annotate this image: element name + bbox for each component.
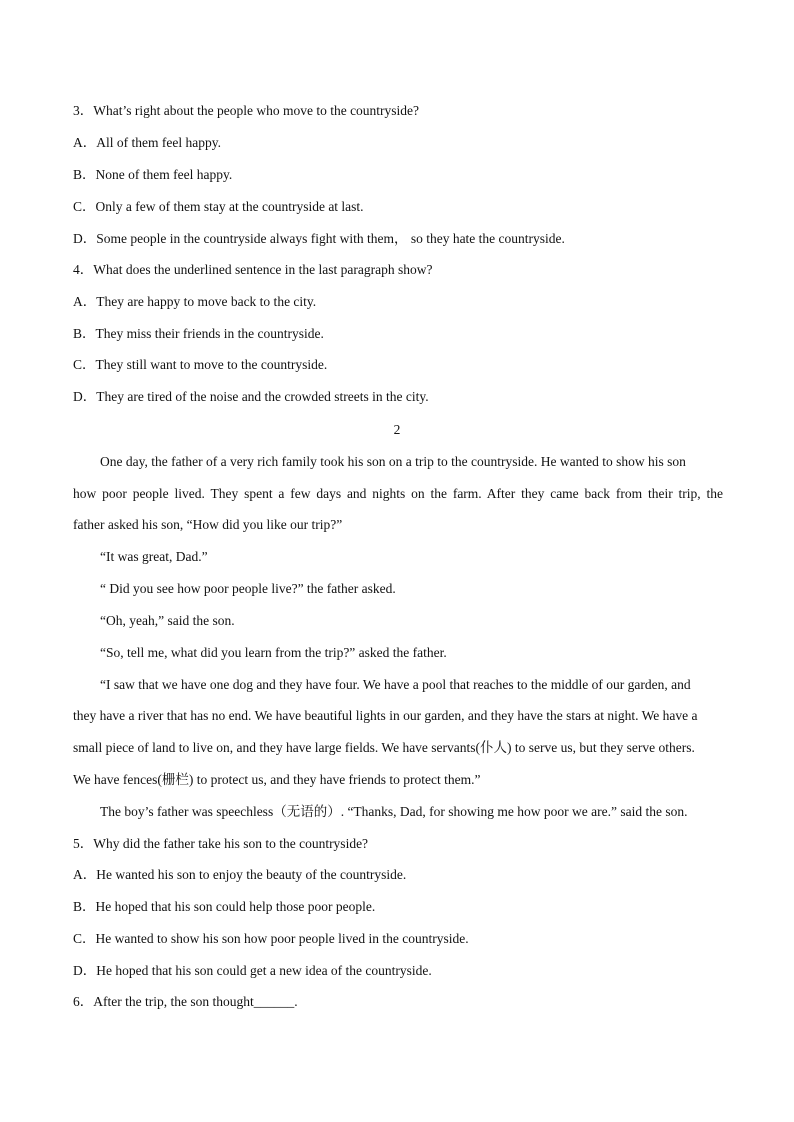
question-3-option-d: D．Some people in the countryside always fight with them， so they hate the countryside. [73,231,565,246]
question-4-option-c: C．They still want to move to the countryside. [73,357,328,372]
question-5-option-b: B．He hoped that his son could help those poor people. [73,899,376,914]
question-5-stem: 5．Why did the father take his son to the countryside? [73,836,369,851]
question-5-option-d: D．He hoped that his son could get a new idea of the countryside. [73,963,432,978]
question-4-stem: 4．What does the underlined sentence in the last paragraph show? [73,262,433,277]
paragraph-2-line-4: We have fences(栅栏) to protect us, and they have friends to protect them.” [73,772,481,787]
question-3-option-b: B．None of them feel happy. [73,167,233,182]
paragraph-2-line-2: they have a river that has no end. We have beautiful lights in our garden, and they have the stars at night. We have a [73,708,698,723]
paragraph-1-line-3: father asked his son, “How did you like our trip?” [73,517,343,532]
question-3-stem: 3．What’s right about the people who move to the countryside? [73,103,420,118]
question-3-option-c: C．Only a few of them stay at the countryside at last. [73,199,364,214]
question-3-option-a: A．All of them feel happy. [73,135,221,150]
paragraph-1-line-1: One day, the father of a very rich family took his son on a trip to the countryside. He wanted to show his son [100,454,686,469]
dialogue-line-1: “It was great, Dad.” [100,549,208,564]
question-4-option-a: A．They are happy to move back to the city. [73,294,317,309]
paragraph-1-line-2: how poor people lived. They spent a few days and nights on the farm. After they came back from their trip, the [73,486,723,501]
paragraph-2-line-3: small piece of land to live on, and they have large fields. We have servants(仆人) to serve us, but they serve others. [73,740,695,755]
paragraph-3: The boy’s father was speechless（无语的）. “Thanks, Dad, for showing me how poor we are.” said the son. [100,804,688,819]
question-5-option-c: C．He wanted to show his son how poor people lived in the countryside. [73,931,469,946]
question-5-option-a: A．He wanted his son to enjoy the beauty of the countryside. [73,867,407,882]
paragraph-2-line-1: “I saw that we have one dog and they have four. We have a pool that reaches to the middle of our garden, and [100,677,691,692]
question-4-option-d: D．They are tired of the noise and the crowded streets in the city. [73,389,429,404]
question-4-option-b: B．They miss their friends in the countryside. [73,326,324,341]
dialogue-line-2: “ Did you see how poor people live?” the father asked. [100,581,396,596]
dialogue-line-4: “So, tell me, what did you learn from the trip?” asked the father. [100,645,447,660]
question-6-stem: 6．After the trip, the son thought______. [73,994,298,1009]
passage-number: 2 [393,422,401,437]
dialogue-line-3: “Oh, yeah,” said the son. [100,613,235,628]
